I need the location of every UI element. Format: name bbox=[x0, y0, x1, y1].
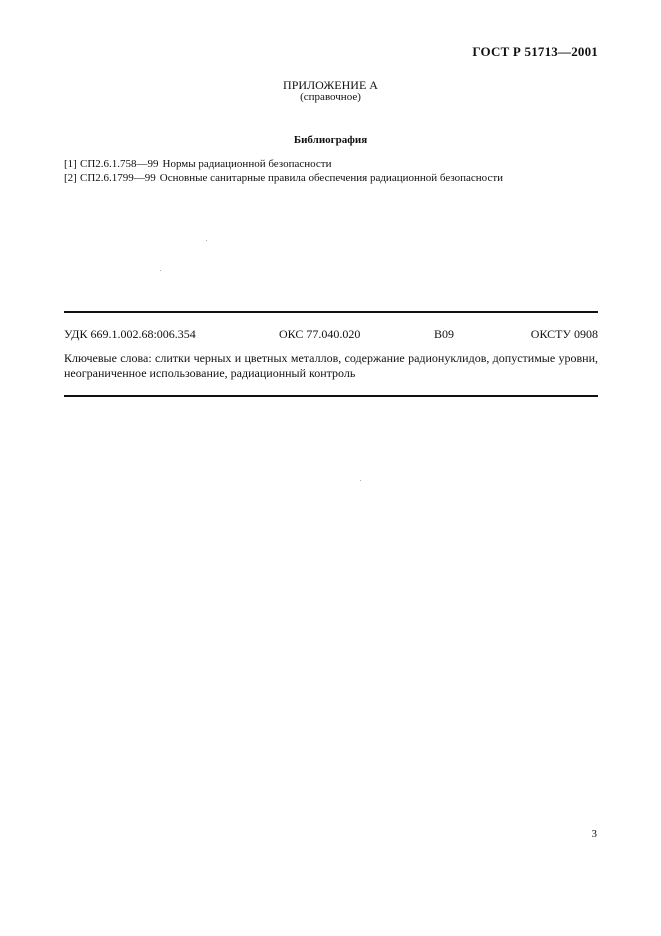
bibliography-list bbox=[64, 157, 503, 185]
document-code: ГОСТ Р 51713—2001 bbox=[472, 44, 598, 59]
top-divider bbox=[64, 311, 598, 313]
bibliography-item bbox=[64, 157, 503, 171]
bibliography-item-title: Нормы радиационной безопасности bbox=[162, 158, 332, 170]
oks-code: ОКС 77.040.020 bbox=[279, 327, 361, 341]
bibliography-item-title: Основные санитарные правила обеспечения радиационной безопасности bbox=[159, 172, 504, 184]
okstu-code: ОКСТУ 0908 bbox=[530, 327, 598, 341]
group-code: В09 bbox=[434, 327, 455, 341]
page-number: 3 bbox=[591, 828, 597, 840]
bibliography-title: Библиография bbox=[293, 134, 368, 146]
udk-code: УДК 669.1.002.68:006.354 bbox=[64, 327, 196, 341]
keywords-paragraph: Ключевые слова: слитки черных и цветных металлов, содержание радионуклидов, допустимые уровни, неограниченное использование, радиационный контроль bbox=[64, 351, 598, 380]
bibliography-item bbox=[64, 171, 503, 185]
scan-speck bbox=[360, 480, 361, 481]
scan-speck bbox=[160, 270, 161, 271]
bibliography-item-number: [1] bbox=[64, 158, 77, 170]
bibliography-item-number: [2] bbox=[64, 172, 77, 184]
scan-speck bbox=[206, 240, 207, 241]
bibliography-item-reference: СП2.6.1799—99 bbox=[80, 172, 156, 184]
appendix-subtitle: (справочное) bbox=[300, 91, 361, 103]
appendix-title: ПРИЛОЖЕНИЕ А bbox=[283, 78, 378, 92]
bottom-divider bbox=[64, 395, 598, 397]
bibliography-item-reference: СП2.6.1.758—99 bbox=[80, 158, 159, 170]
classification-row bbox=[64, 327, 598, 343]
